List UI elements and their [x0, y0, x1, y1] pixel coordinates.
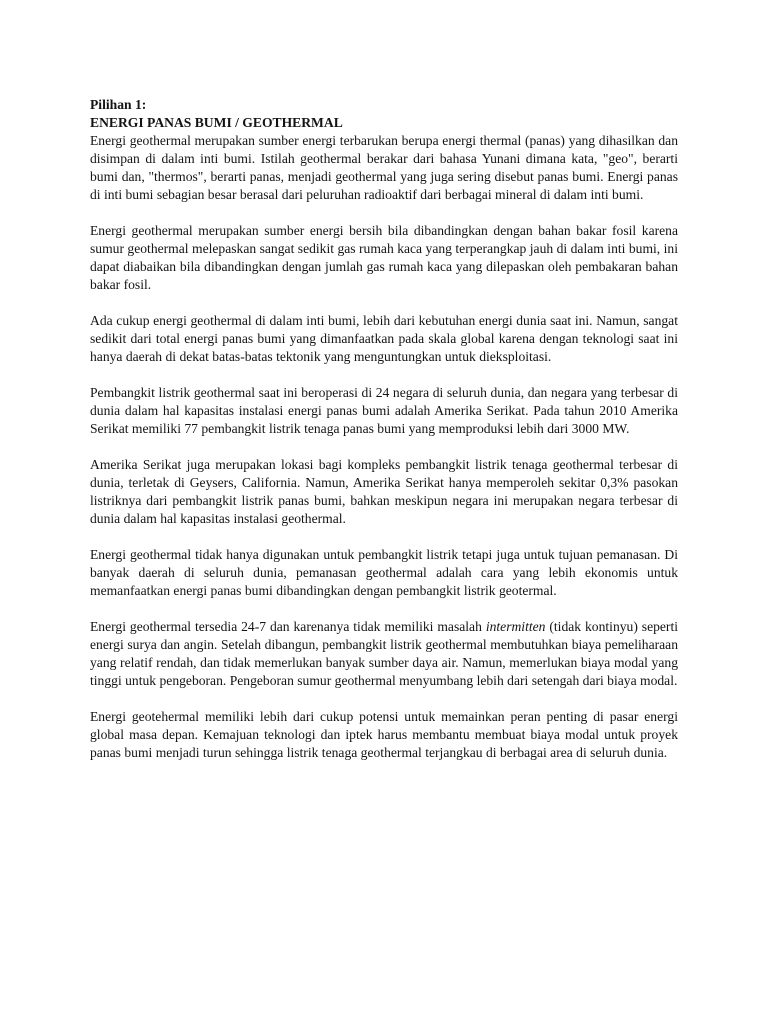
document-page: [90, 96, 678, 780]
paragraph-7-text-after: (tidak kontinyu) seperti energi surya dan angin. Setelah dibangun, pembangkit listrik geothermal membutuhkan biaya pemeliharaan yang relatif rendah, dan tidak memerlukan banyak sumber daya air. Namun, memerlukan biaya modal yang tinggi untuk pengeboran. Pengeboran sumur geothermal menyumbang lebih dari setengah dari biaya modal.: [90, 619, 679, 688]
paragraph-6: Energi geothermal tidak hanya digunakan untuk pembangkit listrik tetapi juga untuk tujuan pemanasan. Di banyak daerah di seluruh dunia, pemanasan geothermal adalah cara yang lebih ekonomis untuk memanfaatkan energi panas bumi dibandingkan dengan pembangkit listrik geotermal.: [90, 547, 678, 598]
paragraph-3: Ada cukup energi geothermal di dalam inti bumi, lebih dari kebutuhan energi dunia saat ini. Namun, sangat sedikit dari total energi panas bumi yang dimanfaatkan pada skala global karena dengan teknologi saat ini hanya daerah di dekat batas-batas tektonik yang menguntungkan untuk dieksploitasi.: [90, 313, 678, 364]
option-label: Pilihan 1:: [90, 97, 147, 112]
paragraph-7-text-before: Energi geothermal tersedia 24-7 dan karenanya tidak memiliki masalah: [90, 619, 486, 634]
paragraph-5: Amerika Serikat juga merupakan lokasi bagi kompleks pembangkit listrik tenaga geothermal terbesar di dunia, terletak di Geysers, California. Namun, Amerika Serikat hanya memperoleh sekitar 0,3% pasokan listriknya dari pembangkit listrik panas bumi, bahkan meskipun negara ini merupakan negara terbesar di dunia dalam hal kapasitas instalasi geothermal.: [90, 457, 678, 526]
paragraph-7-italic-term: intermitten: [485, 619, 546, 634]
paragraph-2: Energi geothermal merupakan sumber energi bersih bila dibandingkan dengan bahan bakar fosil karena sumur geothermal melepaskan sangat sedikit gas rumah kaca yang terperangkap jauh di dalam inti bumi, ini dapat diabaikan bila dibandingkan dengan jumlah gas rumah kaca yang dilepaskan oleh pembakaran bahan bakar fosil.: [90, 223, 678, 292]
paragraph-4: Pembangkit listrik geothermal saat ini beroperasi di 24 negara di seluruh dunia, dan negara yang terbesar di dunia dalam hal kapasitas instalasi energi panas bumi adalah Amerika Serikat. Pada tahun 2010 Amerika Serikat memiliki 77 pembangkit listrik tenaga panas bumi yang memproduksi lebih dari 3000 MW.: [90, 385, 678, 436]
paragraph-1: Energi geothermal merupakan sumber energi terbarukan berupa energi thermal (panas) yang dihasilkan dan disimpan di dalam inti bumi. Istilah geothermal berakar dari bahasa Yunani dimana kata, "geo", berarti bumi dan, "thermos", berarti panas, menjadi geothermal yang juga sering disebut panas bumi. Energi panas di inti bumi sebagian besar berasal dari peluruhan radioaktif dari berbagai mineral di dalam inti bumi.: [90, 133, 678, 202]
document-title: ENERGI PANAS BUMI / GEOTHERMAL: [90, 115, 343, 130]
paragraph-7: [90, 618, 678, 690]
paragraph-8: Energi geotehermal memiliki lebih dari cukup potensi untuk memainkan peran penting di pasar energi global masa depan. Kemajuan teknologi dan iptek harus membantu membuat biaya modal untuk proyek panas bumi menjadi turun sehingga listrik tenaga geothermal terjangkau di berbagai area di seluruh dunia.: [90, 709, 678, 760]
